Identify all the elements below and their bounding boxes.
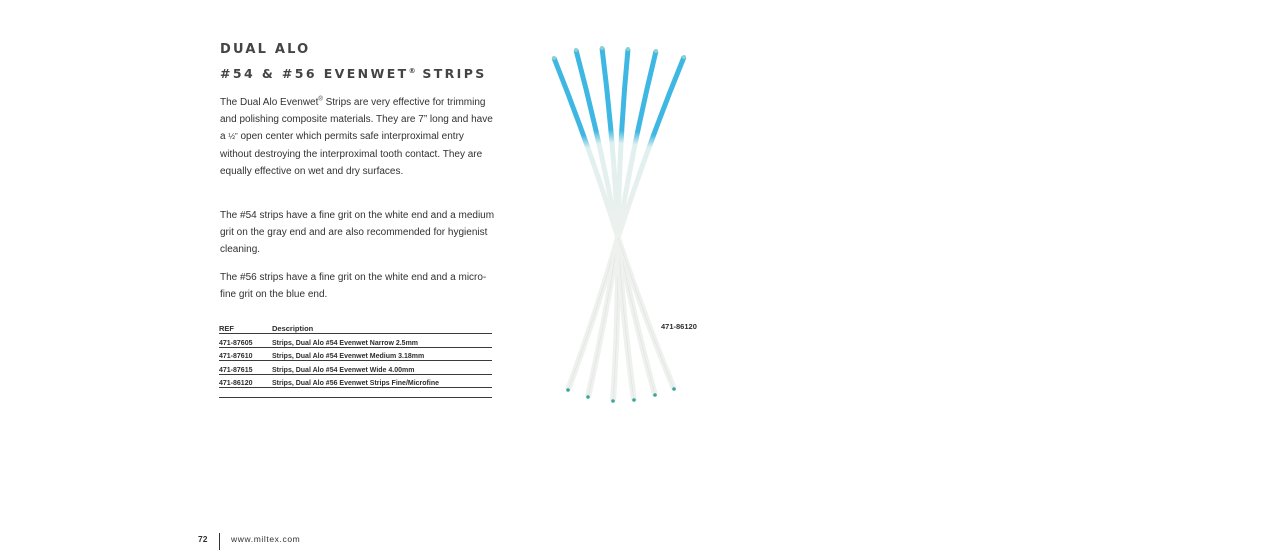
table-row [219, 347, 492, 361]
strip-bundle [552, 46, 686, 403]
strip-top-tip [574, 48, 578, 52]
illustration-ref-label: 471-86120 [661, 322, 697, 331]
subtitle-suffix: STRIPS [415, 66, 487, 81]
strip-bottom-tip [586, 395, 590, 399]
para1-middle: Strips are very effective for trimming and polishing composite materials. They are 7” long and have a [220, 97, 493, 143]
subtitle-text: #54 & #56 EVENWET [220, 66, 409, 81]
table-row [219, 334, 492, 348]
para1-start: The Dual Alo Evenwet [220, 97, 319, 108]
description-cell: Strips, Dual Alo #56 Evenwet Strips Fine/Microfine [272, 374, 492, 388]
table-row [219, 374, 492, 388]
description-paragraph-1 [220, 94, 495, 180]
strip-bottom-tip [632, 398, 636, 402]
footer-divider [219, 533, 220, 550]
table-row [219, 361, 492, 375]
product-title: DUAL ALO [220, 42, 311, 57]
table-header-row [219, 322, 492, 334]
para1-end: open center which permits safe interproximal entry without destroying the interproximal tooth contact. They are equally effective on wet and dry surfaces. [220, 131, 483, 177]
strip-top-tip [682, 55, 686, 59]
ref-cell: 471-86120 [219, 374, 272, 388]
page-number: 72 [198, 534, 208, 544]
strip-bottom-tip [611, 399, 615, 403]
description-cell: Strips, Dual Alo #54 Evenwet Narrow 2.5mm [272, 334, 492, 348]
ref-cell: 471-87610 [219, 347, 272, 361]
description-paragraph-2: The #54 strips have a fine grit on the white end and a medium grit on the gray end and are also recommended for hygienist cleaning. [220, 210, 495, 256]
ref-cell: 471-87605 [219, 334, 272, 348]
strip-top-tip [654, 49, 658, 53]
product-subtitle [220, 66, 487, 81]
description-cell: Strips, Dual Alo #54 Evenwet Wide 4.00mm [272, 361, 492, 375]
strip-top-tip [600, 46, 604, 50]
strip-top-tip [552, 56, 556, 60]
description-paragraph-3: The #56 strips have a fine grit on the white end and a micro-fine grit on the blue end. [220, 272, 487, 301]
para1-fraction: ½” [228, 132, 238, 142]
strip-bottom-tip [653, 393, 657, 397]
para1-registered-mark: ® [318, 96, 323, 103]
col-header-description: Description [272, 322, 492, 334]
strip-top-tip [626, 47, 630, 51]
registered-mark: ® [408, 66, 416, 75]
ref-cell: 471-87615 [219, 361, 272, 375]
strip-bottom-tip [566, 388, 570, 392]
table-bottom-rule [219, 397, 492, 398]
strip-bottom-tip [672, 387, 676, 391]
col-header-ref: REF [219, 322, 272, 334]
product-reference-table [219, 322, 492, 388]
footer-url[interactable]: www.miltex.com [231, 534, 301, 544]
description-cell: Strips, Dual Alo #54 Evenwet Medium 3.18mm [272, 347, 492, 361]
strip-upper-blue [618, 57, 684, 238]
finishing-strips-illustration [540, 40, 700, 410]
